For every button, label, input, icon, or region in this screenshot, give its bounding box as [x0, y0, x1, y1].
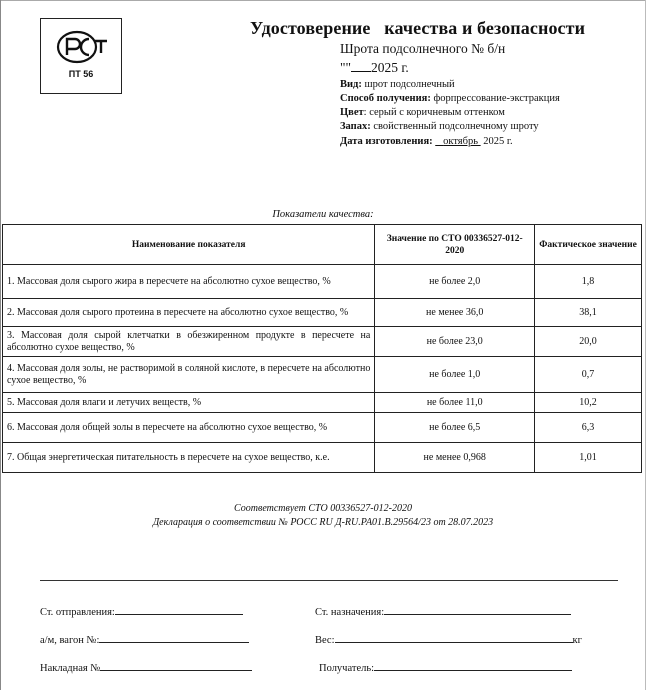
- date-blank: [351, 60, 371, 72]
- field-label: Способ получения:: [340, 93, 431, 104]
- recipient-label: Получатель:: [319, 663, 375, 674]
- header-actual: Фактическое значение: [535, 225, 642, 265]
- actual-value: 6,3: [535, 413, 642, 443]
- standard-value: не более 2,0: [375, 265, 535, 299]
- field-value: свойственный подсолнечному шроту: [370, 121, 539, 132]
- declaration-statement: Декларация о соответствии № РОСС RU Д-RU.РА01.В.29564/23 от 28.07.2023: [152, 517, 494, 528]
- departure-station-label: Ст. отправления:: [40, 607, 115, 618]
- standard-value: не более 11,0: [375, 393, 535, 413]
- waybill-label: Накладная №: [40, 663, 101, 674]
- product-name: Шрота подсолнечного № б/н: [340, 41, 506, 56]
- table-caption: Показатели качества:: [272, 209, 374, 220]
- header-indicator: Наименование показателя: [3, 225, 375, 265]
- field-value: форпрессование-экстракция: [433, 93, 560, 104]
- destination-station-label: Ст. назначения:: [315, 607, 385, 618]
- destination-station-blank[interactable]: [384, 604, 571, 615]
- field-type: [340, 79, 455, 90]
- manufacture-month: октябрь: [443, 136, 478, 147]
- field-value: шрот подсолнечный: [364, 79, 455, 90]
- certificate-date: [340, 60, 409, 76]
- certification-logo: [40, 18, 122, 94]
- vehicle-field[interactable]: [40, 632, 249, 646]
- logo-code: ПТ 56: [68, 69, 94, 79]
- page-border-top: [0, 0, 646, 1]
- vehicle-label: а/м, вагон №:: [40, 635, 100, 646]
- field-label: Дата изготовления:: [340, 136, 433, 147]
- field-smell: [340, 121, 539, 132]
- weight-unit: кг: [572, 635, 582, 646]
- field-label: Цвет: [340, 107, 364, 118]
- indicator-name: 7. Общая энергетическая питательность в пересчете на сухое вещество, к.е.: [3, 443, 375, 473]
- conformity-statement: Соответствует СТО 00336527-012-2020: [234, 503, 412, 514]
- standard-value: не более 23,0: [375, 327, 535, 357]
- recipient-field[interactable]: [319, 660, 572, 674]
- quality-table: [2, 224, 642, 473]
- indicator-name: 5. Массовая доля влаги и летучих веществ, %: [3, 393, 375, 413]
- standard-value: не менее 0,968: [375, 443, 535, 473]
- table-header-row: [3, 225, 642, 265]
- table-row: [3, 443, 642, 473]
- waybill-field[interactable]: [40, 660, 252, 674]
- actual-value: 0,7: [535, 357, 642, 393]
- date-year: 2025 г.: [371, 60, 409, 75]
- field-color: [340, 107, 505, 118]
- header-standard: Значение по СТО 00336527-012-2020: [375, 225, 535, 265]
- table-row: [3, 393, 642, 413]
- date-quotes: "": [340, 60, 352, 75]
- standard-value: не менее 36,0: [375, 299, 535, 327]
- table-row: [3, 357, 642, 393]
- weight-label: Вес:: [315, 635, 335, 646]
- standard-value: не более 1,0: [375, 357, 535, 393]
- departure-station-field[interactable]: [40, 604, 243, 618]
- indicator-name: 6. Массовая доля общей золы в пересчете на абсолютно сухое вещество, %: [3, 413, 375, 443]
- waybill-blank[interactable]: [100, 660, 252, 671]
- table-row: [3, 413, 642, 443]
- actual-value: 20,0: [535, 327, 642, 357]
- field-label: Запах:: [340, 121, 371, 132]
- weight-blank[interactable]: [335, 632, 573, 643]
- indicator-name: 2. Массовая доля сырого протеина в пересчете на абсолютно сухое вещество, %: [3, 299, 375, 327]
- document-title: Удостоверение качества и безопасности: [250, 18, 586, 38]
- field-method: [340, 93, 560, 104]
- departure-station-blank[interactable]: [115, 604, 243, 615]
- standard-value: не более 6,5: [375, 413, 535, 443]
- vehicle-blank[interactable]: [99, 632, 249, 643]
- field-manufacture-date: [340, 136, 513, 147]
- table-row: [3, 299, 642, 327]
- recipient-blank[interactable]: [374, 660, 572, 671]
- actual-value: 38,1: [535, 299, 642, 327]
- destination-station-field[interactable]: [315, 604, 571, 618]
- rst-mark-icon: [55, 27, 109, 67]
- actual-value: 1,8: [535, 265, 642, 299]
- actual-value: 10,2: [535, 393, 642, 413]
- page-border-left: [0, 0, 1, 690]
- indicator-name: 1. Массовая доля сырого жира в пересчете на абсолютно сухое вещество, %: [3, 265, 375, 299]
- indicator-name: 4. Массовая доля золы, не растворимой в соляной кислоте, в пересчете на абсолютно сухое вещество, %: [3, 357, 375, 393]
- field-label: Вид:: [340, 79, 362, 90]
- table-row: [3, 265, 642, 299]
- actual-value: 1,01: [535, 443, 642, 473]
- separator-line: [40, 580, 618, 581]
- field-value: : серый с коричневым оттенком: [363, 107, 505, 118]
- weight-field[interactable]: [315, 632, 582, 646]
- table-row: [3, 327, 642, 357]
- manufacture-year: 2025 г.: [483, 136, 513, 147]
- indicator-name: 3. Массовая доля сырой клетчатки в обезжиренном продукте в пересчете на абсолютно сухое вещество, %: [3, 327, 375, 357]
